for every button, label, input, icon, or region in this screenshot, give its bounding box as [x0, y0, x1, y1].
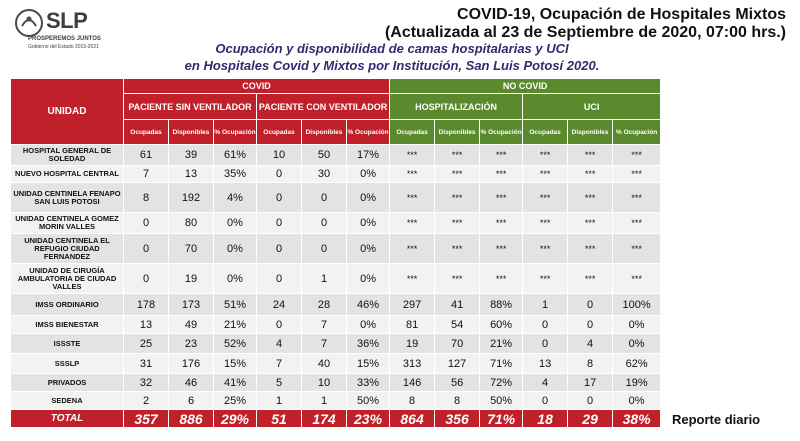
table-cell: 80 [169, 213, 214, 234]
table-cell: 0 [124, 264, 169, 294]
table-cell: *** [523, 213, 568, 234]
table-cell: *** [480, 145, 523, 166]
table-cell: 0% [347, 183, 390, 213]
table-cell: 41% [214, 374, 257, 392]
table-cell: 0 [257, 183, 302, 213]
table-cell: 0 [523, 334, 568, 354]
unidad-name: UNIDAD CENTINELA FENAPO SAN LUIS POTOSI [11, 183, 124, 213]
total-cell: 29% [214, 410, 257, 428]
table-cell: 146 [390, 374, 435, 392]
total-cell: 356 [435, 410, 480, 428]
table-cell: 0 [257, 316, 302, 334]
table-cell: 15% [214, 354, 257, 374]
table-cell: *** [613, 183, 661, 213]
table-cell: 19% [613, 374, 661, 392]
table-cell: 8 [568, 354, 613, 374]
table-cell: 0 [302, 234, 347, 264]
subcol-header: Disponibles [302, 120, 347, 145]
table-cell: 8 [435, 392, 480, 410]
table-cell: 21% [214, 316, 257, 334]
table-cell: 32 [124, 374, 169, 392]
total-cell: 18 [523, 410, 568, 428]
table-cell: 17 [568, 374, 613, 392]
table-cell: 19 [390, 334, 435, 354]
table-cell: 0% [347, 213, 390, 234]
table-cell: *** [390, 213, 435, 234]
unidad-name: PRIVADOS [11, 374, 124, 392]
table-cell: 13 [169, 166, 214, 183]
table-cell: 61 [124, 145, 169, 166]
table-cell: 6 [169, 392, 214, 410]
logo-brand: SLP [46, 8, 88, 33]
slp-emblem-icon [14, 8, 44, 38]
table-cell: 81 [390, 316, 435, 334]
table-cell: 0 [257, 264, 302, 294]
table-cell: 10 [257, 145, 302, 166]
table-cell: 25% [214, 392, 257, 410]
table-cell: 10 [302, 374, 347, 392]
table-row [11, 145, 661, 166]
table-cell: 0% [347, 264, 390, 294]
table-cell: 178 [124, 294, 169, 316]
table-cell: 49 [169, 316, 214, 334]
table-cell: *** [523, 166, 568, 183]
table-cell: *** [435, 145, 480, 166]
table-cell: 71% [480, 354, 523, 374]
table-cell: 17% [347, 145, 390, 166]
table-cell: 8 [390, 392, 435, 410]
table-cell: 4 [568, 334, 613, 354]
unidad-name: HOSPITAL GENERAL DE SOLEDAD [11, 145, 124, 166]
table-cell: 15% [347, 354, 390, 374]
table-cell: 52% [214, 334, 257, 354]
subcol-header: % Ocupación [347, 120, 390, 145]
table-cell: 173 [169, 294, 214, 316]
table-cell: 0% [613, 316, 661, 334]
table-cell: 46% [347, 294, 390, 316]
table-cell: 0 [124, 234, 169, 264]
table-row [11, 354, 661, 374]
table-cell: 0% [347, 166, 390, 183]
table-cell: *** [568, 183, 613, 213]
total-cell: 886 [169, 410, 214, 428]
table-cell: 39 [169, 145, 214, 166]
table-row [11, 234, 661, 264]
subcol-header: % Ocupación [480, 120, 523, 145]
table-cell: *** [480, 234, 523, 264]
table-cell: 56 [435, 374, 480, 392]
table-cell: 1 [257, 392, 302, 410]
table-cell: *** [435, 166, 480, 183]
total-cell: 71% [480, 410, 523, 428]
table-cell: *** [390, 264, 435, 294]
subcol-header: Ocupadas [124, 120, 169, 145]
page-subtitle-1: Ocupación y disponibilidad de camas hospitalarias y UCI [215, 41, 569, 56]
table-cell: 1 [302, 392, 347, 410]
reporte-diario-label: Reporte diario [672, 412, 761, 427]
table-cell: 0 [302, 183, 347, 213]
table-cell: 60% [480, 316, 523, 334]
table-row [11, 392, 661, 410]
table-cell: *** [480, 166, 523, 183]
table-cell: 24 [257, 294, 302, 316]
unidad-name: ISSSTE [11, 334, 124, 354]
table-cell: 0% [613, 334, 661, 354]
group-hospitalizacion: HOSPITALIZACIÓN [390, 94, 523, 120]
table-cell: 23 [169, 334, 214, 354]
table-cell: *** [480, 264, 523, 294]
table-cell: *** [480, 183, 523, 213]
table-cell: *** [390, 234, 435, 264]
subcol-header: Disponibles [169, 120, 214, 145]
logo-subtext: Gobierno del Estado 2015-2021 [28, 44, 99, 50]
subcol-header: Ocupadas [523, 120, 568, 145]
table-cell: *** [523, 145, 568, 166]
table-cell: *** [613, 166, 661, 183]
table-cell: 0 [124, 213, 169, 234]
table-cell: 0 [523, 392, 568, 410]
table-cell: *** [568, 234, 613, 264]
table-cell: 30 [302, 166, 347, 183]
unidad-name: UNIDAD DE CIRUGÍA AMBULATORIA DE CIUDAD VALLES [11, 264, 124, 294]
table-cell: 192 [169, 183, 214, 213]
table-cell: *** [523, 234, 568, 264]
table-cell: 100% [613, 294, 661, 316]
table-row [11, 294, 661, 316]
total-row [11, 410, 661, 428]
table-cell: *** [568, 166, 613, 183]
group-con-ventilador: PACIENTE CON VENTILADOR [257, 94, 390, 120]
table-cell: 35% [214, 166, 257, 183]
table-cell: 0% [347, 316, 390, 334]
table-cell: 70 [435, 334, 480, 354]
page-title: COVID-19, Ocupación de Hospitales Mixtos [457, 6, 786, 23]
table-row [11, 316, 661, 334]
subcol-header: Disponibles [435, 120, 480, 145]
table-cell: 0 [523, 316, 568, 334]
table-cell: *** [613, 264, 661, 294]
total-cell: 357 [124, 410, 169, 428]
table-cell: *** [435, 234, 480, 264]
subcol-header: Ocupadas [257, 120, 302, 145]
table-cell: 0 [568, 392, 613, 410]
table-cell: 7 [302, 316, 347, 334]
table-cell: 127 [435, 354, 480, 374]
table-cell: 0% [214, 264, 257, 294]
table-cell: 5 [257, 374, 302, 392]
unidad-name: SEDENA [11, 392, 124, 410]
table-cell: *** [435, 183, 480, 213]
table-row [11, 213, 661, 234]
table-cell: 0 [568, 316, 613, 334]
unidad-name: UNIDAD CENTINELA GOMEZ MORIN VALLES [11, 213, 124, 234]
table-cell: 40 [302, 354, 347, 374]
total-cell: 864 [390, 410, 435, 428]
table-cell: *** [390, 183, 435, 213]
unidad-header: UNIDAD [11, 79, 124, 145]
table-cell: 46 [169, 374, 214, 392]
subcol-header: % Ocupación [214, 120, 257, 145]
table-row [11, 264, 661, 294]
total-label: TOTAL [11, 410, 124, 428]
table-cell: 50% [480, 392, 523, 410]
table-cell: 21% [480, 334, 523, 354]
table-cell: 13 [124, 316, 169, 334]
page-subtitle-2: en Hospitales Covid y Mixtos por Institución, San Luis Potosí 2020. [184, 58, 600, 73]
covid-header: COVID [124, 79, 390, 94]
total-cell: 38% [613, 410, 661, 428]
table-cell: *** [435, 264, 480, 294]
group-sin-ventilador: PACIENTE SIN VENTILADOR [124, 94, 257, 120]
table-cell: 0 [257, 166, 302, 183]
table-cell: 1 [523, 294, 568, 316]
table-cell: 4 [523, 374, 568, 392]
table-cell: *** [523, 183, 568, 213]
subcol-header: Ocupadas [390, 120, 435, 145]
table-cell: 4 [257, 334, 302, 354]
table-cell: 36% [347, 334, 390, 354]
unidad-name: NUEVO HOSPITAL CENTRAL [11, 166, 124, 183]
table-cell: 62% [613, 354, 661, 374]
table-cell: 70 [169, 234, 214, 264]
table-cell: 88% [480, 294, 523, 316]
table-cell: *** [613, 234, 661, 264]
subcol-header: Disponibles [568, 120, 613, 145]
table-cell: 51% [214, 294, 257, 316]
table-cell: 0 [302, 213, 347, 234]
table-cell: 50% [347, 392, 390, 410]
table-cell: *** [523, 264, 568, 294]
occupancy-table [10, 78, 661, 428]
table-cell: 0 [568, 294, 613, 316]
table-row [11, 334, 661, 354]
table-cell: *** [435, 213, 480, 234]
table-cell: 0% [347, 234, 390, 264]
table-cell: 297 [390, 294, 435, 316]
table-cell: 313 [390, 354, 435, 374]
unidad-name: IMSS BIENESTAR [11, 316, 124, 334]
table-cell: *** [613, 145, 661, 166]
table-cell: 31 [124, 354, 169, 374]
table-cell: 176 [169, 354, 214, 374]
table-cell: 0% [214, 234, 257, 264]
table-cell: *** [613, 213, 661, 234]
table-cell: *** [568, 213, 613, 234]
nocovid-header: NO COVID [390, 79, 661, 94]
table-cell: 8 [124, 183, 169, 213]
subcol-header: % Ocupación [613, 120, 661, 145]
table-cell: 2 [124, 392, 169, 410]
table-cell: 41 [435, 294, 480, 316]
table-cell: 28 [302, 294, 347, 316]
table-cell: 0 [257, 234, 302, 264]
table-cell: 50 [302, 145, 347, 166]
group-uci: UCI [523, 94, 661, 120]
table-cell: 0% [613, 392, 661, 410]
table-row [11, 374, 661, 392]
table-cell: 0% [214, 213, 257, 234]
total-cell: 29 [568, 410, 613, 428]
table-cell: *** [480, 213, 523, 234]
table-cell: 4% [214, 183, 257, 213]
unidad-name: UNIDAD CENTINELA EL REFUGIO CIUDAD FERNANDEZ [11, 234, 124, 264]
table-row [11, 166, 661, 183]
table-cell: 7 [302, 334, 347, 354]
total-cell: 23% [347, 410, 390, 428]
table-cell: *** [390, 145, 435, 166]
table-cell: 19 [169, 264, 214, 294]
table-cell: 33% [347, 374, 390, 392]
total-cell: 51 [257, 410, 302, 428]
table-cell: 1 [302, 264, 347, 294]
table-cell: *** [568, 145, 613, 166]
table-cell: 25 [124, 334, 169, 354]
table-cell: 13 [523, 354, 568, 374]
table-cell: 7 [124, 166, 169, 183]
table-cell: 61% [214, 145, 257, 166]
table-cell: 72% [480, 374, 523, 392]
table-cell: *** [390, 166, 435, 183]
table-cell: 54 [435, 316, 480, 334]
table-cell: *** [568, 264, 613, 294]
table-cell: 7 [257, 354, 302, 374]
logo-tagline: PROSPEREMOS JUNTOS [28, 36, 101, 42]
table-cell: 0 [257, 213, 302, 234]
unidad-name: IMSS ORDINARIO [11, 294, 124, 316]
unidad-name: SSSLP [11, 354, 124, 374]
table-row [11, 183, 661, 213]
total-cell: 174 [302, 410, 347, 428]
page-title-date: (Actualizada al 23 de Septiembre de 2020, 07:00 hrs.) [384, 24, 786, 41]
